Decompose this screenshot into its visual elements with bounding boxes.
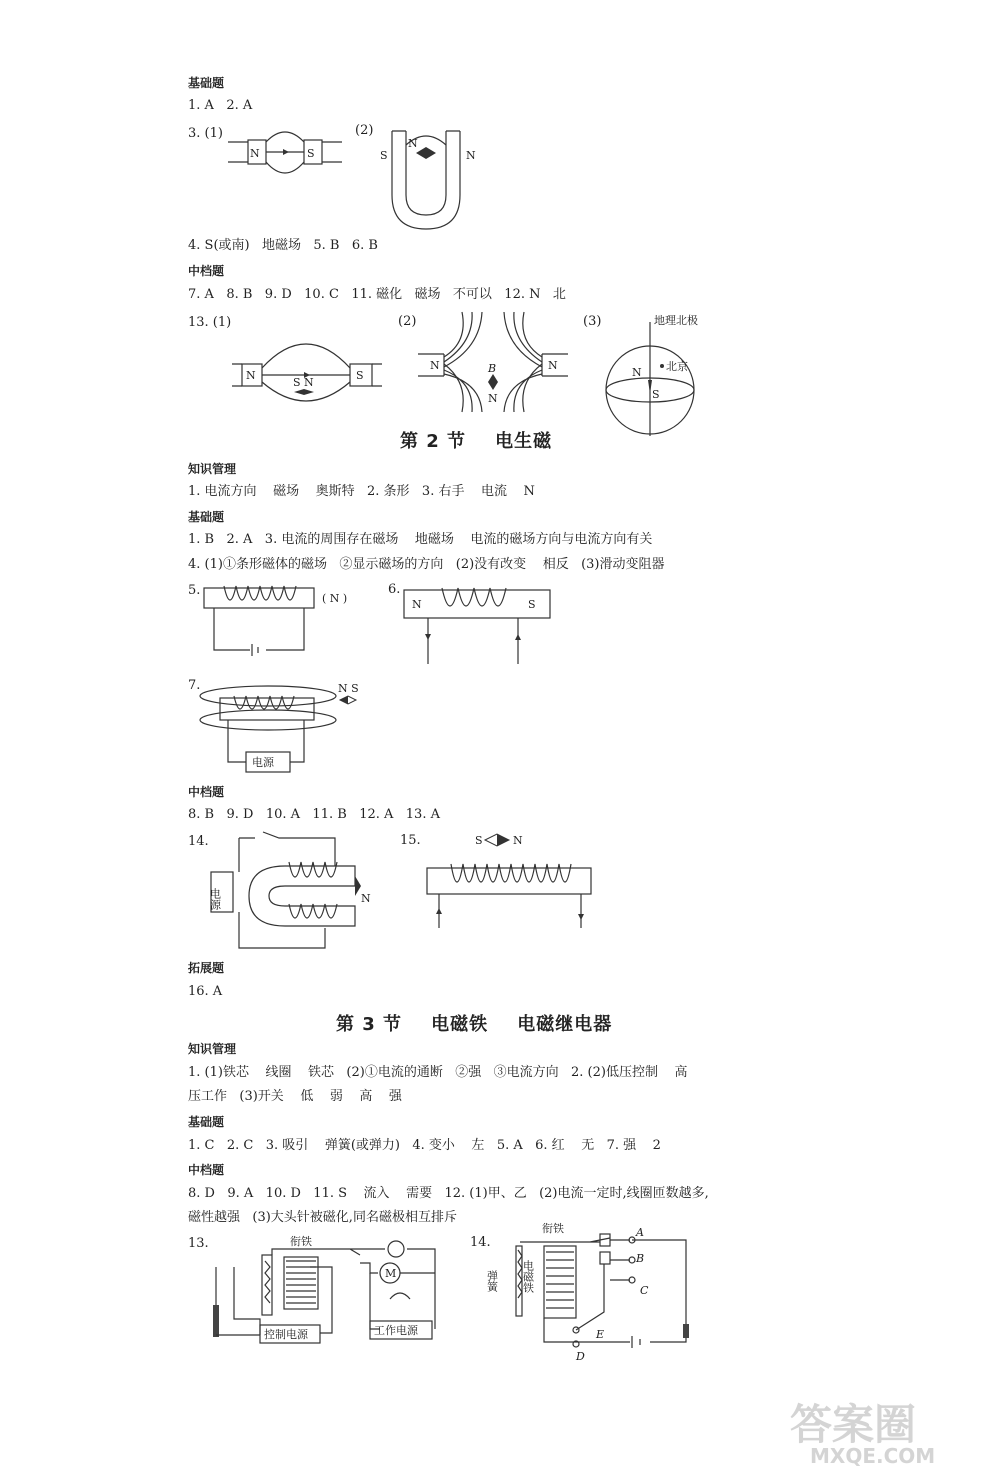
figure-u-electromagnet (205, 832, 375, 962)
heading-mid: 中档题 (188, 785, 225, 799)
figure-relay-14 (485, 1220, 700, 1363)
answer-line: 磁性越强 (3)大头针被磁化,同名磁极相互排斥 (188, 1210, 457, 1225)
label-n: N (548, 359, 558, 372)
figure-solenoid-6 (402, 588, 562, 668)
heading-basic: 基础题 (188, 510, 225, 524)
label-n: N (466, 149, 476, 162)
answer-line: 1. C 2. C 3. 吸引 弹簧(或弹力) 4. 变小 左 5. A 6. 红 无 7. 强 2 (188, 1138, 661, 1153)
motor-label: M (385, 1267, 397, 1280)
question-label: (2) (355, 123, 374, 138)
answer-line: 4. S(或南) 地磁场 5. B 6. B (188, 238, 378, 253)
watermark-cn: 答案圈 (790, 1400, 917, 1449)
label-beijing: 北京 (666, 360, 688, 373)
work-power-label: 工作电源 (374, 1324, 418, 1337)
label-n: N (361, 892, 371, 905)
spring-label: 弹簧 (485, 1270, 499, 1292)
power-label: 电源 (208, 888, 222, 910)
label-s: S (528, 598, 536, 611)
answer-line: 1. A 2. A (188, 98, 253, 113)
label-n: N (632, 366, 642, 379)
terminal-a: A (636, 1226, 644, 1239)
label-geo-north: 地理北极 (654, 314, 698, 327)
heading-mid: 中档题 (188, 264, 225, 278)
heading-knowledge: 知识管理 (188, 1042, 237, 1056)
question-label: 5. (188, 583, 201, 598)
question-label: 14. (470, 1235, 491, 1250)
label-n: N (488, 392, 498, 405)
label-n: N (412, 598, 422, 611)
figure-earth-globe (602, 314, 732, 448)
label-ns: N S (338, 682, 359, 695)
answer-line: 压工作 (3)开关 低 弱 高 强 (188, 1089, 402, 1104)
figure-bar-magnets-field (220, 128, 350, 188)
section-title: 第 3 节 电磁铁 电磁继电器 (336, 1014, 613, 1035)
label-s: S (475, 834, 483, 847)
question-label: 15. (400, 833, 421, 848)
terminal-e: E (596, 1328, 605, 1341)
figure-like-poles (418, 312, 568, 412)
figure-bar-magnets-compass (232, 328, 382, 408)
figure-relay-13 (210, 1235, 445, 1355)
section-title: 第 2 节 电生磁 (400, 431, 553, 452)
question-label: 13. (1) (188, 315, 232, 330)
figure-solenoid-7 (198, 682, 378, 782)
terminal-d: D (576, 1350, 585, 1363)
label-n: N (408, 137, 418, 150)
heading-basic: 基础题 (188, 76, 225, 90)
heading-mid: 中档题 (188, 1163, 225, 1177)
question-label: 13. (188, 1236, 209, 1251)
electromagnet-label: 电磁铁 (521, 1260, 535, 1293)
terminal-b: B (636, 1252, 645, 1265)
answer-line: 1. 电流方向 磁场 奥斯特 2. 条形 3. 右手 电流 N (188, 484, 535, 499)
power-label: 电源 (252, 756, 274, 769)
question-label: 14. (188, 834, 209, 849)
answer-line: 1. B 2. A 3. 电流的周围存在磁场 地磁场 电流的磁场方向与电流方向有关 (188, 532, 653, 547)
question-label: (3) (583, 314, 602, 329)
answer-line: 1. (1)铁芯 线圈 铁芯 (2)①电流的通断 ②强 ③电流方向 2. (2)低压控制 高 (188, 1065, 688, 1080)
question-label: (2) (398, 314, 417, 329)
armature-label: 衔铁 (290, 1235, 312, 1248)
label-sn: S N (293, 376, 314, 389)
label-b: B (488, 362, 497, 375)
heading-knowledge: 知识管理 (188, 462, 237, 476)
figure-solenoid-15 (425, 828, 605, 938)
label-n: N (246, 369, 256, 382)
heading-extension: 拓展题 (188, 961, 225, 975)
label-n: N (513, 834, 523, 847)
answer-line: 7. A 8. B 9. D 10. C 11. 磁化 磁场 不可以 12. N 北 (188, 287, 566, 302)
figure-u-magnet (378, 125, 478, 235)
question-label: 6. (388, 582, 401, 597)
heading-basic: 基础题 (188, 1115, 225, 1129)
label-s: S (380, 149, 388, 162)
control-power-label: 控制电源 (264, 1328, 308, 1341)
figure-solenoid-5 (200, 586, 360, 666)
terminal-c: C (640, 1284, 649, 1297)
answer-line: 16. A (188, 984, 223, 999)
pole-label: ( N ) (322, 592, 348, 605)
question-label: 7. (188, 678, 201, 693)
answer-line: 4. (1)①条形磁体的磁场 ②显示磁场的方向 (2)没有改变 相反 (3)滑动变阻器 (188, 557, 665, 572)
answer-line: 8. D 9. A 10. D 11. S 流入 需要 12. (1)甲、乙 (2)电流一定时,线圈匝数越多, (188, 1186, 709, 1201)
label-n: N (430, 359, 440, 372)
watermark-en: MXQE.COM (810, 1444, 936, 1468)
label-s: S (356, 369, 364, 382)
label-s: S (307, 147, 315, 160)
label-s: S (652, 388, 660, 401)
armature-label: 衔铁 (542, 1222, 564, 1235)
label-n: N (250, 147, 260, 160)
question-label: 3. (1) (188, 126, 223, 141)
answer-line: 8. B 9. D 10. A 11. B 12. A 13. A (188, 807, 440, 822)
